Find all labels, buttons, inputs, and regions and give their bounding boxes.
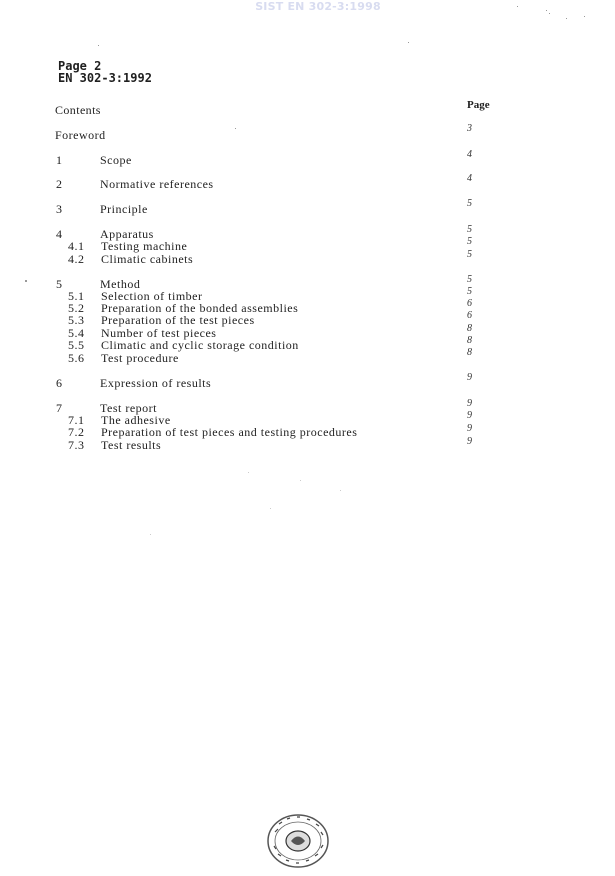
toc-page: 9 [467, 423, 473, 434]
toc-entry [0, 173, 615, 191]
toc-page: 5 [467, 286, 473, 297]
toc-page: 9 [467, 372, 473, 383]
toc-page: 6 [467, 310, 473, 321]
toc-entry [0, 335, 615, 352]
toc-entry [0, 249, 615, 266]
page-column-heading: Page [467, 99, 490, 111]
toc-number: 6 [56, 376, 63, 390]
toc-number: 3 [56, 202, 63, 216]
toc-title: Test procedure [101, 351, 179, 365]
official-stamp-icon [265, 812, 331, 870]
toc-number: 5 [56, 277, 63, 291]
toc-title: Apparatus [100, 227, 154, 241]
toc-number: 7.1 [68, 413, 85, 427]
toc-number: 5.2 [68, 301, 85, 315]
toc-number: 5.5 [68, 338, 85, 352]
toc-entry [0, 347, 615, 365]
toc-page: 5 [467, 236, 473, 247]
toc-entry [0, 310, 615, 327]
toc-title: Principle [100, 202, 148, 216]
standard-code: EN 302-3:1992 [58, 71, 152, 85]
toc-entry [0, 149, 615, 167]
toc-number: 5.1 [68, 289, 85, 303]
toc-title: Preparation of the bonded assemblies [101, 301, 299, 315]
toc-title: Selection of timber [101, 289, 203, 303]
watermark: SIST EN 302-3:1998 [255, 0, 381, 13]
toc-title: Number of test pieces [101, 326, 217, 340]
toc-title: Test results [101, 438, 162, 452]
toc-title: Foreword [55, 128, 106, 142]
toc-page: 4 [467, 173, 473, 184]
toc-number: 5.4 [68, 326, 85, 340]
toc-number: 7 [56, 401, 63, 415]
toc-page: 5 [467, 249, 473, 260]
toc-page: 8 [467, 347, 473, 358]
toc-number: 5.3 [68, 313, 85, 327]
toc-title: Preparation of the test pieces [101, 313, 255, 327]
toc-page: 9 [467, 436, 473, 447]
toc-entry [0, 425, 615, 438]
toc-page: 5 [467, 274, 473, 285]
toc-title: The adhesive [101, 413, 171, 427]
toc-page: 4 [467, 149, 473, 160]
toc-number: 7.2 [68, 425, 85, 439]
toc-page: 5 [467, 198, 473, 209]
toc-page: 9 [467, 398, 473, 409]
toc-entry [0, 123, 615, 142]
toc-page: 5 [467, 224, 473, 235]
page-number-label: Page 2 [58, 59, 102, 73]
toc-title: Scope [100, 153, 132, 167]
toc-title: Test report [100, 401, 157, 415]
contents-heading: Contents [55, 103, 101, 117]
toc-title: Method [100, 277, 141, 291]
toc-entry [0, 236, 615, 253]
toc-number: 1 [56, 153, 63, 167]
toc-title: Climatic and cyclic storage condition [101, 338, 299, 352]
toc-entry [0, 438, 615, 451]
toc-number: 4 [56, 227, 63, 241]
toc-number: 5.6 [68, 351, 85, 365]
toc-title: Climatic cabinets [101, 252, 194, 266]
toc-entry [0, 198, 615, 216]
toc-number: 4.2 [68, 252, 85, 266]
toc-number: 2 [56, 177, 63, 191]
toc-page: 9 [467, 410, 473, 421]
toc-title: Expression of results [100, 376, 212, 390]
toc-title: Preparation of test pieces and testing procedures [101, 425, 358, 439]
toc-title: Testing machine [101, 239, 188, 253]
toc-page: 8 [467, 323, 473, 334]
toc-page: 8 [467, 335, 473, 346]
toc-title: Normative references [100, 177, 214, 191]
toc-number: 4.1 [68, 239, 85, 253]
toc-number: 7.3 [68, 438, 85, 452]
toc-page: 6 [467, 298, 473, 309]
toc-entry [0, 372, 615, 390]
toc-page: 3 [467, 123, 473, 134]
